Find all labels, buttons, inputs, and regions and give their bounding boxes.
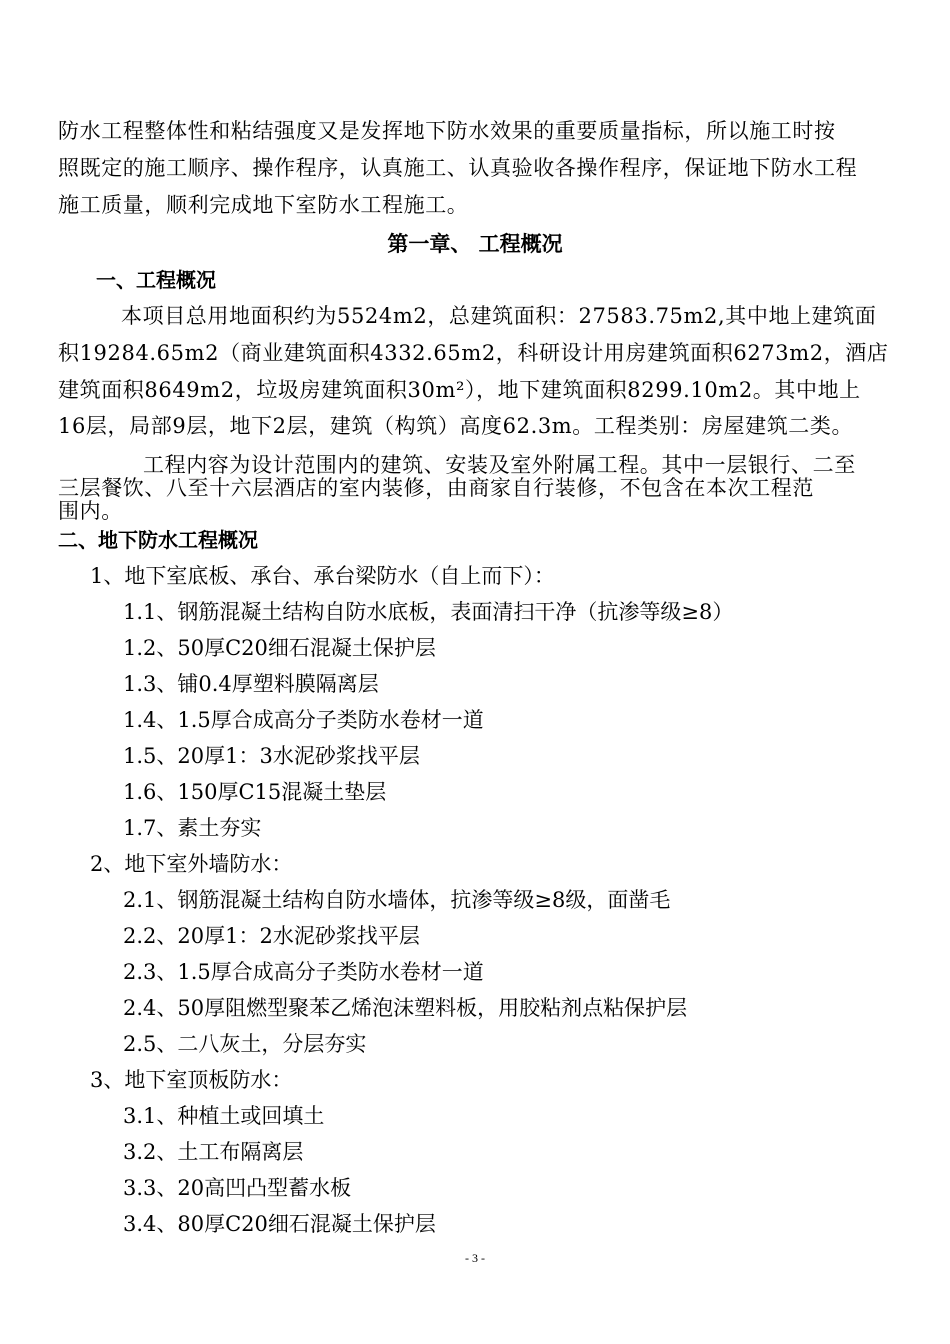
list-group-title: 2、地下室外墙防水： (90, 852, 293, 876)
body-line: 16层，局部9层，地下2层，建筑（构筑）高度62.3m。工程类别：房屋建筑二类。 (58, 414, 854, 438)
list-item: 3.3、20高凹凸型蓄水板 (123, 1176, 352, 1200)
list-item: 1.5、20厚1：3水泥砂浆找平层 (123, 744, 420, 768)
list-item: 2.5、二八灰土，分层夯实 (123, 1032, 367, 1056)
section-heading: 一、工程概况 (96, 268, 216, 292)
intro-line: 防水工程整体性和粘结强度又是发挥地下防水效果的重要质量指标，所以施工时按 (58, 119, 836, 143)
body-line: 三层餐饮、八至十六层酒店的室内装修，由商家自行装修，不包含在本次工程范 (58, 476, 814, 500)
list-item: 2.2、20厚1：2水泥砂浆找平层 (123, 924, 420, 948)
list-item: 2.4、50厚阻燃型聚苯乙烯泡沫塑料板，用胶粘剂点粘保护层 (123, 996, 688, 1020)
list-item: 1.7、素土夯实 (123, 816, 262, 840)
list-item: 1.1、钢筋混凝土结构自防水底板，表面清扫干净（抗渗等级≥8） (123, 600, 734, 624)
section-heading: 二、地下防水工程概况 (58, 528, 258, 552)
list-item: 1.6、150厚C15混凝土垫层 (123, 780, 387, 804)
body-line: 积19284.65m2（商业建筑面积4332.65m2，科研设计用房建筑面积6273m2，酒店 (58, 341, 889, 365)
list-group-title: 3、地下室顶板防水： (90, 1068, 293, 1092)
intro-line: 施工质量，顺利完成地下室防水工程施工。 (58, 193, 469, 217)
body-line: 围内。 (58, 499, 123, 523)
list-item: 1.4、1.5厚合成高分子类防水卷材一道 (123, 708, 484, 732)
list-item: 1.3、铺0.4厚塑料膜隔离层 (123, 672, 379, 696)
list-item: 1.2、50厚C20细石混凝土保护层 (123, 636, 436, 660)
list-item: 2.1、钢筋混凝土结构自防水墙体，抗渗等级≥8级，面凿毛 (123, 888, 671, 912)
intro-line: 照既定的施工顺序、操作程序，认真施工、认真验收各操作程序，保证地下防水工程 (58, 156, 858, 180)
list-item: 3.4、80厚C20细石混凝土保护层 (123, 1212, 436, 1236)
body-line: 本项目总用地面积约为5524m2，总建筑面积：27583.75m2,其中地上建筑面 (121, 304, 877, 328)
list-item: 3.2、土工布隔离层 (123, 1140, 304, 1164)
page-number: - 3 - (465, 1251, 485, 1265)
list-group-title: 1、地下室底板、承台、承台梁防水（自上而下）： (90, 564, 555, 588)
chapter-title: 第一章、 工程概况 (387, 231, 563, 256)
body-line: 工程内容为设计范围内的建筑、安装及室外附属工程。其中一层银行、二至 (143, 453, 856, 477)
list-item: 3.1、种植土或回填土 (123, 1104, 325, 1128)
list-item: 2.3、1.5厚合成高分子类防水卷材一道 (123, 960, 484, 984)
body-line: 建筑面积8649m2，垃圾房建筑面积30m²），地下建筑面积8299.10m2。其中地上 (58, 378, 861, 402)
